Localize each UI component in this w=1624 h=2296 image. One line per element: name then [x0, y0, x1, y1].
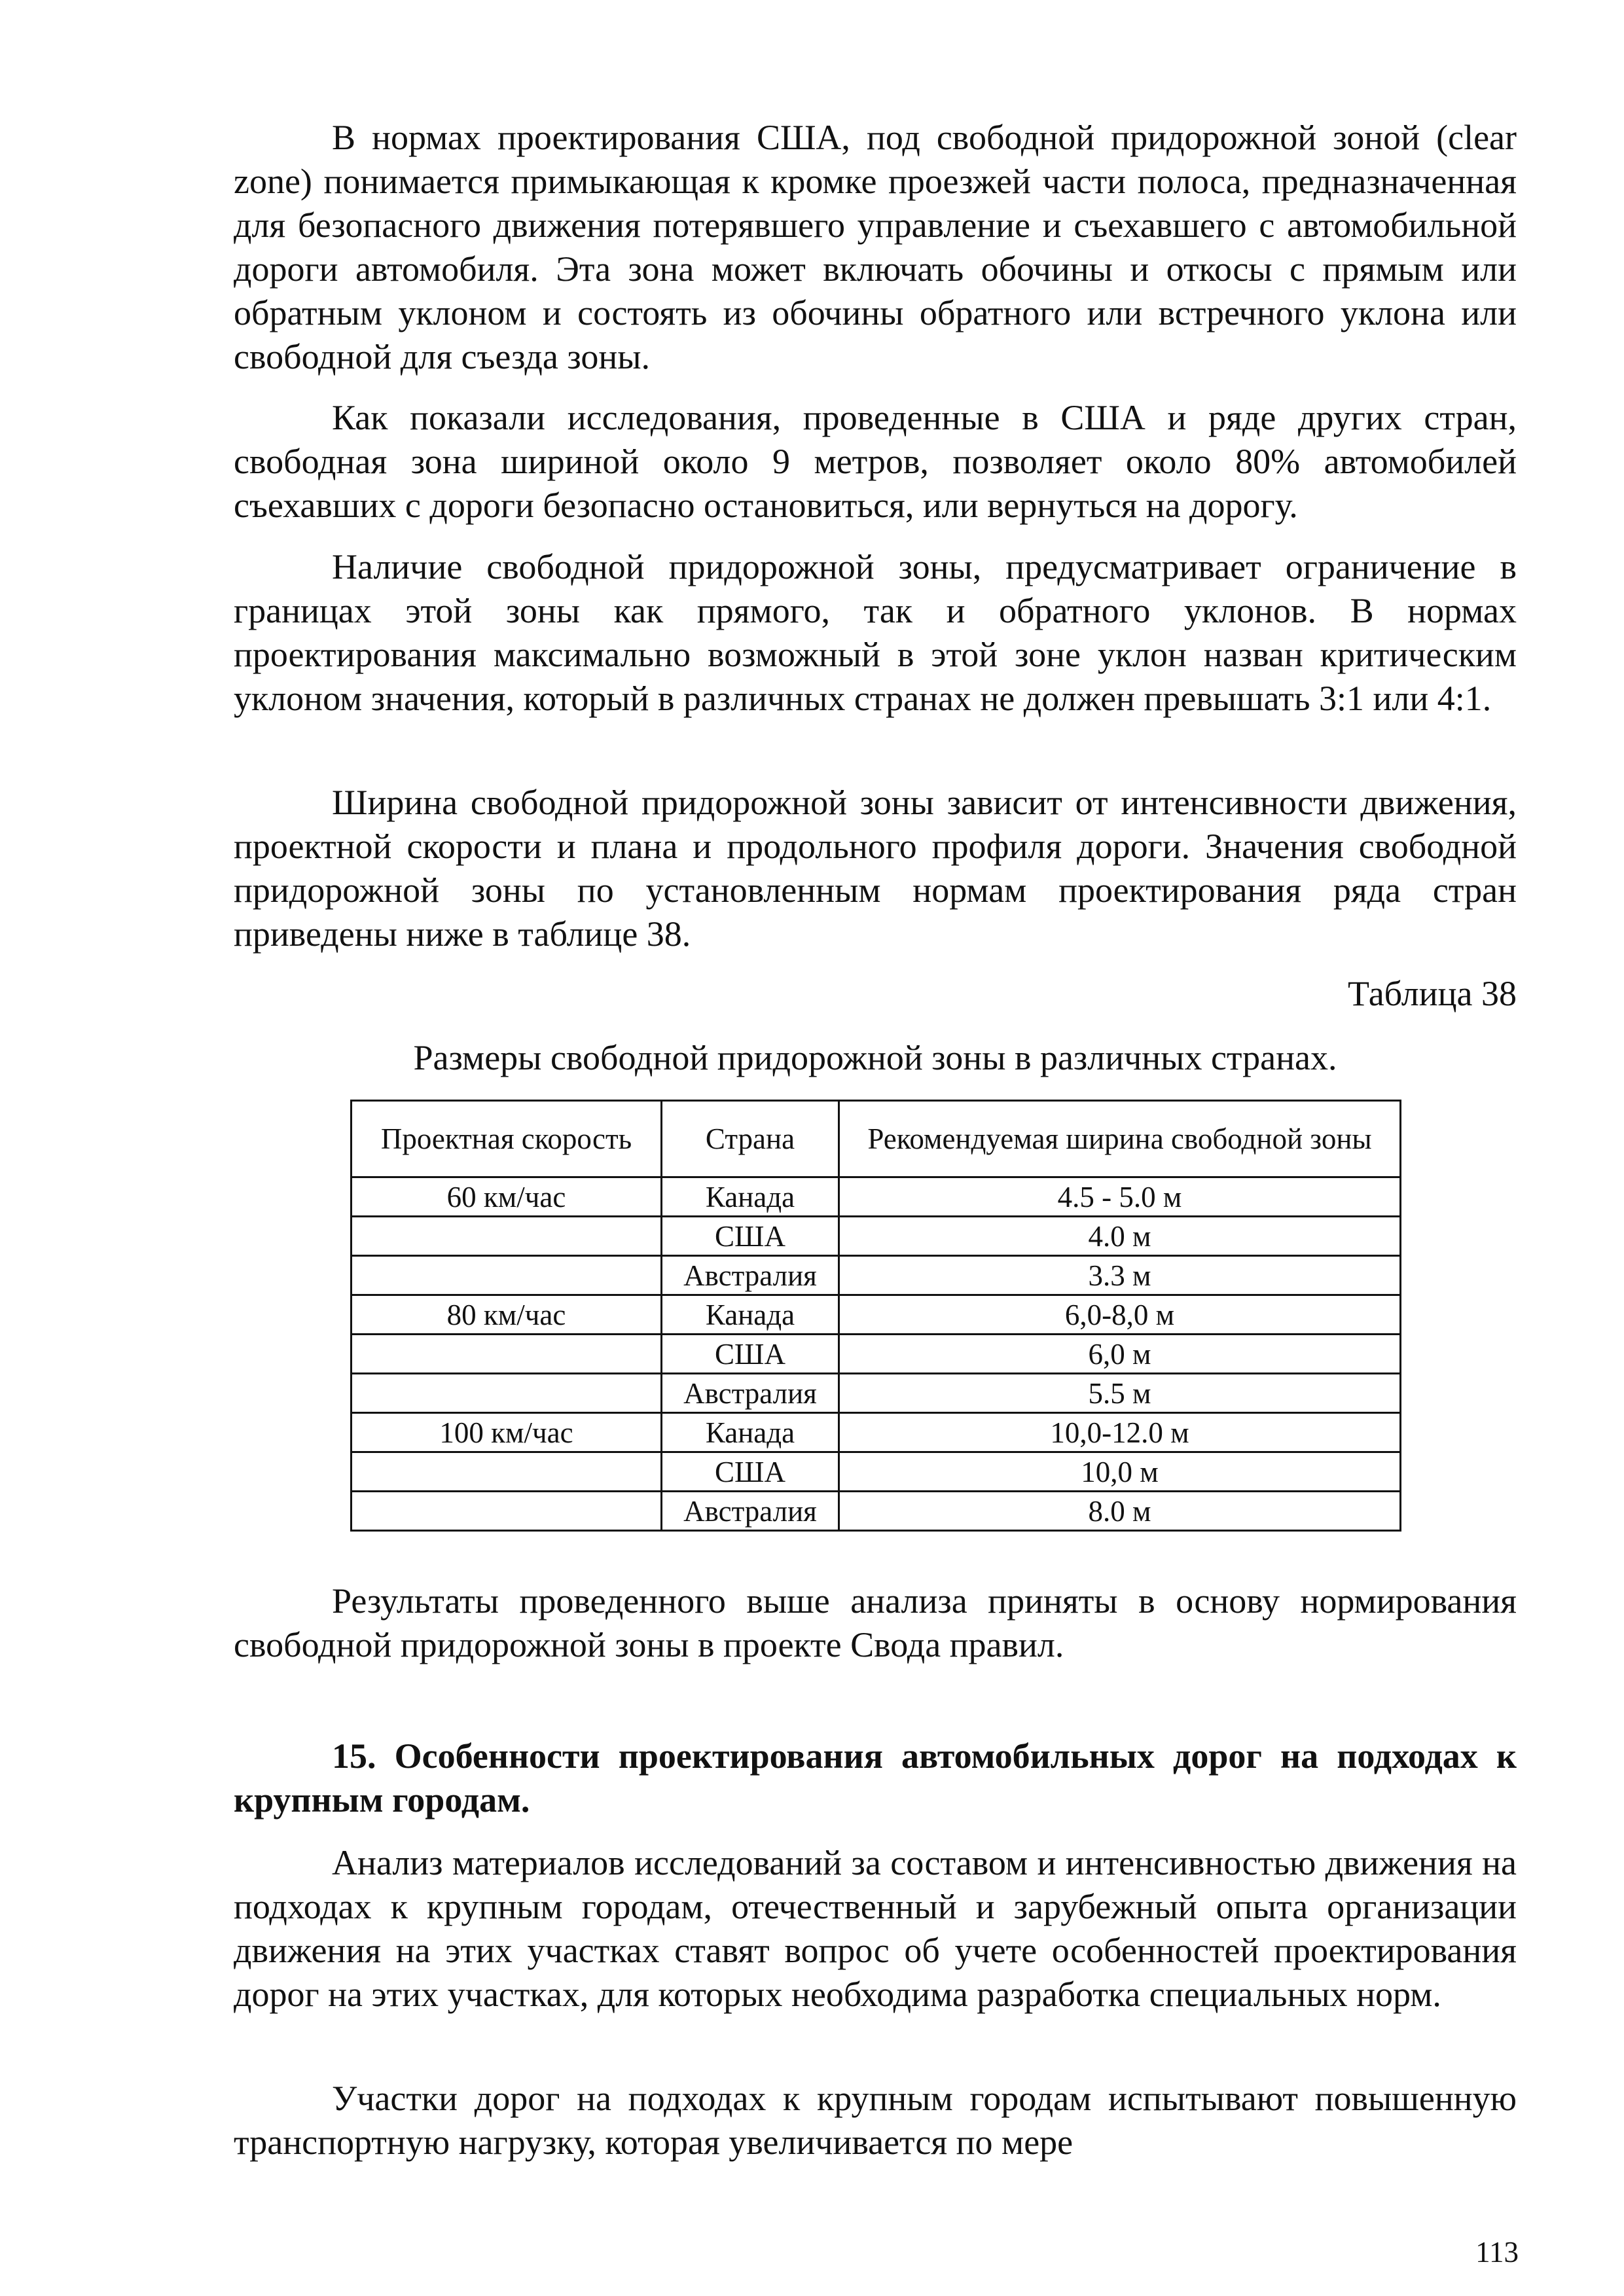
table-row: [352, 1492, 1401, 1531]
cell-width: 10,0 м: [839, 1452, 1401, 1492]
cell-speed: [352, 1374, 662, 1413]
table-row: [352, 1217, 1401, 1256]
cell-country: США: [662, 1452, 839, 1492]
cell-width: 8.0 м: [839, 1492, 1401, 1531]
paragraph-research-results: Как показали исследования, проведенные в США и ряде других стран, свободная зона шириной около 9 метров, позволяет около 80% автомобилей съехавших с дороги безопасно остановиться, или вернуться на дорогу.: [234, 398, 1517, 525]
paragraph-analysis-results: Результаты проведенного выше анализа приняты в основу нормирования свободной придорожной зоны в проекте Свода правил.: [234, 1581, 1517, 1664]
cell-width: 6,0-8,0 м: [839, 1295, 1401, 1335]
cell-country: Австралия: [662, 1374, 839, 1413]
cell-speed: [352, 1217, 662, 1256]
paragraph-zone-width: Ширина свободной придорожной зоны зависит от интенсивности движения, проектной скорости и плана и продольного профиля дороги. Значения свободной придорожной зоны по установленным нормам проектирования ряда стран приведены ниже в таблице 38.: [234, 783, 1517, 954]
cell-speed: 100 км/час: [352, 1413, 662, 1452]
table-row: [352, 1335, 1401, 1374]
paragraph-slope-limits: Наличие свободной придорожной зоны, предусматривает ограничение в границах этой зоны как прямого, так и обратного уклонов. В нормах проектирования максимально возможный в этой зоне уклон назван критическим уклоном значения, который в различных странах не должен превышать 3:1 или 4:1.: [234, 547, 1517, 718]
table-row: [352, 1413, 1401, 1452]
table-caption: Размеры свободной придорожной зоны в различных странах.: [413, 1038, 1337, 1077]
cell-speed: [352, 1256, 662, 1295]
paragraph-section-analysis: Анализ материалов исследований за составом и интенсивностью движения на подходах к крупным городам, отечественный и зарубежный опыта организации движения на этих участках ставят вопрос об учете особенностей проектирования дорог на этих участках, для которых необходима разработка специальных норм.: [234, 1843, 1517, 2014]
cell-country: Канада: [662, 1295, 839, 1335]
cell-width: 4.5 - 5.0 м: [839, 1177, 1401, 1217]
table-header-row: [352, 1101, 1401, 1177]
header-country: Страна: [662, 1101, 839, 1177]
table-row: [352, 1295, 1401, 1335]
header-recommended-width: Рекомендуемая ширина свободной зоны: [839, 1101, 1401, 1177]
cell-speed: [352, 1452, 662, 1492]
cell-width: 10,0-12.0 м: [839, 1413, 1401, 1452]
cell-width: 3.3 м: [839, 1256, 1401, 1295]
cell-speed: [352, 1492, 662, 1531]
table-row: [352, 1256, 1401, 1295]
table-row: [352, 1452, 1401, 1492]
section-heading: 15. Особенности проектирования автомобильных дорог на подходах к крупным городам.: [234, 1736, 1517, 1820]
page-number: 113: [1475, 2236, 1519, 2269]
cell-width: 4.0 м: [839, 1217, 1401, 1256]
cell-width: 5.5 м: [839, 1374, 1401, 1413]
cell-country: Австралия: [662, 1492, 839, 1531]
cell-country: Канада: [662, 1413, 839, 1452]
paragraph-clear-zone-definition: В нормах проектирования США, под свободной придорожной зоной (clear zone) понимается примыкающая к кромке проезжей части полоса, предназначенная для безопасного движения потерявшего управление и съехавшего с автомобильной дороги автомобиля. Эта зона может включать обочины и откосы с прямым или обратным уклоном и состоять из обочины обратного или встречного уклона или свободной для съезда зоны.: [234, 118, 1517, 376]
cell-width: 6,0 м: [839, 1335, 1401, 1374]
cell-speed: [352, 1335, 662, 1374]
cell-country: США: [662, 1335, 839, 1374]
paragraph-section-load: Участки дорог на подходах к крупным городам испытывают повышенную транспортную нагрузку, которая увеличивается по мере: [234, 2079, 1517, 2162]
cell-country: Австралия: [662, 1256, 839, 1295]
header-design-speed: Проектная скорость: [352, 1101, 662, 1177]
cell-country: Канада: [662, 1177, 839, 1217]
table-row: [352, 1374, 1401, 1413]
table-row: [352, 1177, 1401, 1217]
cell-speed: 60 км/час: [352, 1177, 662, 1217]
clear-zone-table: [350, 1100, 1401, 1532]
cell-country: США: [662, 1217, 839, 1256]
table-label: Таблица 38: [1348, 974, 1517, 1013]
cell-speed: 80 км/час: [352, 1295, 662, 1335]
